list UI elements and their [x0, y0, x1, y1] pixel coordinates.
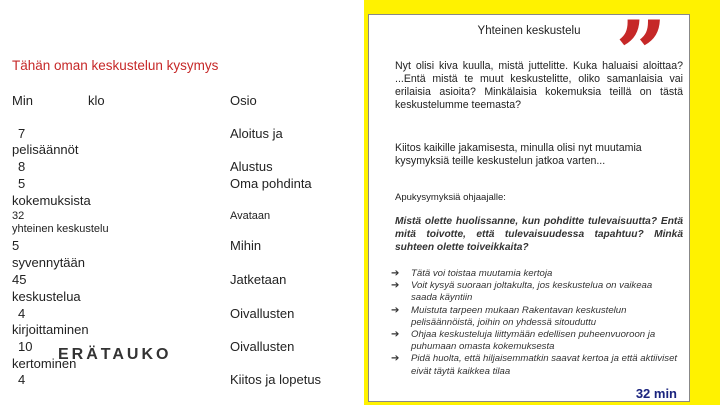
col-header-osio: Osio	[230, 93, 257, 108]
arrow-icon: ➔	[391, 304, 400, 316]
tip-text: Voit kysyä suoraan joltakulta, jos keskustelua on vaikeaa saada käyntiin	[411, 280, 653, 304]
col-header-klo: klo	[88, 93, 105, 108]
thanks-paragraph: Kiitos kaikille jakamisesta, minulla olisi nyt muutamia kysymyksiä teille keskustelun jatkoa varten...	[395, 142, 642, 167]
minutes-value: 10	[18, 339, 33, 354]
arrow-icon: ➔	[391, 280, 400, 292]
discussion-card	[368, 14, 690, 402]
eratauko-logo: ERÄTAUKO	[58, 346, 172, 363]
section-label: Mihin	[230, 238, 262, 253]
minutes-value: 8	[18, 159, 26, 174]
minutes-desc: yhteinen keskustelu	[12, 223, 109, 235]
minutes-desc: syvennytään	[12, 255, 85, 270]
section-label: Alustus	[230, 159, 273, 174]
minutes-value: 5	[18, 176, 26, 191]
list-item	[389, 268, 681, 280]
question-title: Tähän oman keskustelun kysymys	[12, 58, 219, 73]
minutes-value: 7	[18, 126, 26, 141]
minutes-value: 5	[12, 238, 20, 253]
helper-label: Apukysymyksiä ohjaajalle:	[395, 192, 506, 203]
list-item	[389, 280, 681, 304]
section-label: Oma pohdinta	[230, 176, 312, 191]
tip-text: Pidä huolta, että hiljaisemmatkin saavat kertoa ja että aktiiviset eivät täytä kaikkea tilaa	[411, 353, 678, 377]
section-label: Jatketaan	[230, 272, 287, 287]
minutes-value: 45	[12, 272, 27, 287]
list-item	[389, 353, 681, 377]
intro-paragraph: Nyt olisi kiva kuulla, mistä juttelitte. Kuka haluaisi aloittaa? ...Entä mistä te muut keskustelitte, oliko samanlaisia vai erilaisia asioita? Minkälaisia kokemuksia teillä on tästä keskustelumme teemasta?	[395, 60, 683, 111]
arrow-icon: ➔	[391, 329, 400, 341]
list-item	[389, 305, 681, 329]
minutes-desc: kirjoittaminen	[12, 322, 89, 337]
tip-text: Ohjaa keskusteluja liittymään edellisen puheenvuoroon ja puhumaan omasta kokemuksesta	[411, 329, 656, 353]
tip-text: Muistuta tarpeen mukaan Rakentavan keskustelun pelisäännöistä, joihin on yhdessä sitouduttu	[411, 304, 627, 328]
minutes-value: 4	[18, 306, 26, 321]
helper-questions: Mistä olette huolissanne, kun pohditte tulevaisuutta? Entä mitä toivotte, että tulevaisuudessa tapahtuu? Minkä suhteen olette toiveikkaita?	[395, 216, 683, 253]
section-label: Oivallusten	[230, 306, 295, 321]
section-label: Avataan	[230, 210, 271, 222]
minutes-value: 32	[12, 210, 25, 222]
facilitator-tips	[389, 268, 681, 378]
section-label: Aloitus ja	[230, 126, 283, 141]
section-label: Oivallusten	[230, 339, 295, 354]
tip-text: Tätä voi toistaa muutamia kertoja	[411, 268, 553, 279]
time-badge: 32 min	[635, 386, 677, 401]
col-header-min: Min	[12, 93, 33, 108]
section-label: Kiitos ja lopetus	[230, 372, 322, 387]
quote-icon: ”	[615, 14, 667, 107]
minutes-desc: kertominen	[12, 356, 77, 371]
minutes-desc: kokemuksista	[12, 193, 91, 208]
minutes-value: 4	[18, 372, 26, 387]
arrow-icon: ➔	[391, 268, 400, 279]
minutes-desc: pelisäännöt	[12, 142, 79, 157]
minutes-desc: keskustelua	[12, 289, 81, 304]
card-title: Yhteinen keskustelu	[477, 25, 581, 37]
arrow-icon: ➔	[391, 353, 400, 365]
list-item	[389, 329, 681, 353]
